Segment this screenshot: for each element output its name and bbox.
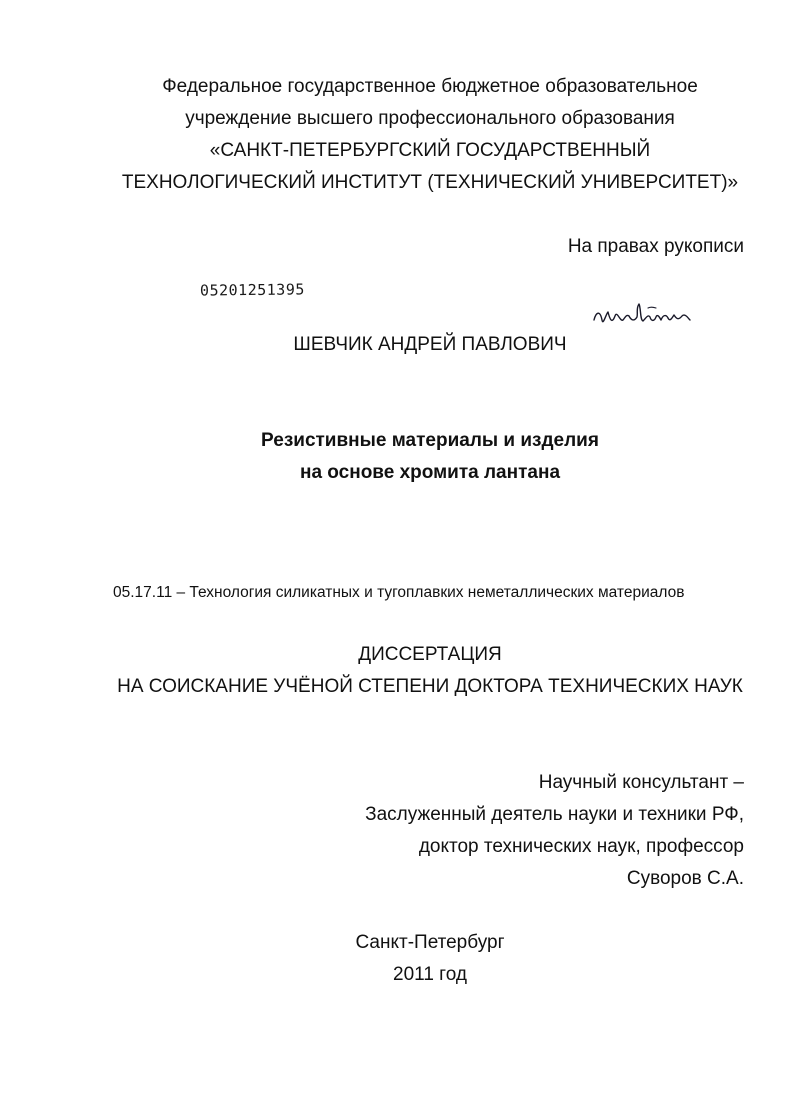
consultant-line-3: доктор технических наук, профессор (418, 836, 744, 857)
institution-line-1: Федеральное государственное бюджетное образовательное (162, 76, 698, 97)
institution-line-3: «САНКТ-ПЕТЕРБУРГСКИЙ ГОСУДАРСТВЕННЫЙ (209, 140, 651, 161)
consultant-line-2: Заслуженный деятель науки и техники РФ, (365, 804, 744, 825)
year: 2011 год (393, 964, 467, 985)
place: Санкт-Петербург (355, 932, 505, 953)
institution-line-2: учреждение высшего профессионального образования (185, 108, 675, 129)
author-name: ШЕВЧИК АНДРЕЙ ПАВЛОВИЧ (293, 334, 567, 355)
degree-line-1: ДИССЕРТАЦИЯ (358, 644, 502, 665)
institution-line-4: ТЕХНОЛОГИЧЕСКИЙ ИНСТИТУТ (ТЕХНИЧЕСКИЙ УНИВЕРСИТЕТ)» (121, 172, 739, 193)
specialty-code: 05.17.11 – Технология силикатных и тугоплавких неметаллических материалов (113, 584, 685, 601)
consultant-line-1: Научный консультант – (538, 772, 744, 793)
catalog-number-stamp: 05201251395 (199, 280, 305, 300)
degree-line-2: НА СОИСКАНИЕ УЧЁНОЙ СТЕПЕНИ ДОКТОРА ТЕХНИЧЕСКИХ НАУК (117, 676, 743, 697)
consultant-name: Суворов С.А. (626, 868, 744, 889)
title-line-1: Резистивные материалы и изделия (261, 430, 599, 451)
title-line-2: на основе хромита лантана (299, 462, 561, 483)
author-signature (590, 298, 694, 334)
manuscript-note: На правах рукописи (567, 236, 744, 257)
